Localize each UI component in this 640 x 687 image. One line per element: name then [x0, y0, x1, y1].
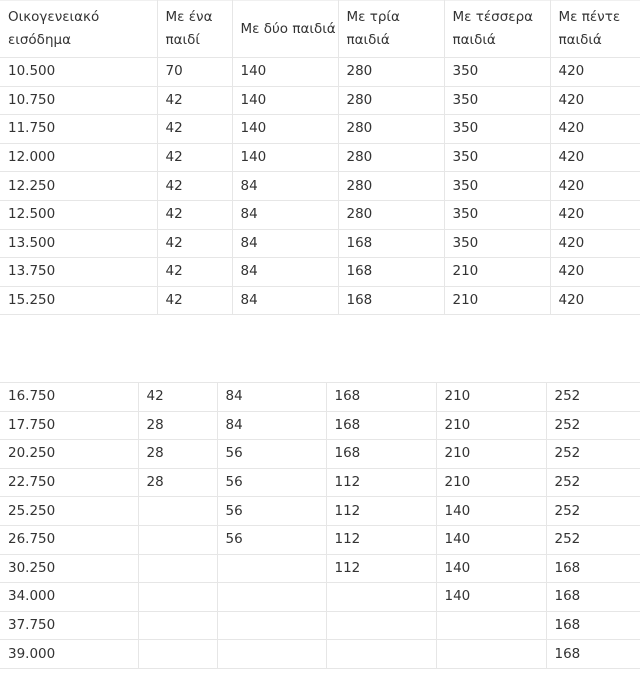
cell-three-children: 168 [338, 286, 444, 315]
cell-one-child: 42 [138, 383, 217, 412]
cell-income: 22.750 [0, 468, 138, 497]
cell-five-children: 252 [546, 440, 640, 469]
table-row [0, 525, 640, 554]
cell-five-children: 420 [550, 229, 640, 258]
cell-four-children: 210 [444, 286, 550, 315]
cell-one-child: 28 [138, 411, 217, 440]
cell-one-child [138, 497, 217, 526]
table-row [0, 411, 640, 440]
cell-two-children [217, 640, 326, 669]
table-row [0, 286, 640, 315]
cell-four-children: 210 [436, 468, 546, 497]
cell-four-children: 210 [444, 258, 550, 287]
cell-four-children: 350 [444, 229, 550, 258]
cell-one-child: 42 [157, 115, 232, 144]
cell-one-child [138, 640, 217, 669]
table-row [0, 554, 640, 583]
cell-income: 10.500 [0, 58, 157, 87]
cell-five-children: 252 [546, 497, 640, 526]
cell-three-children: 280 [338, 200, 444, 229]
cell-three-children: 168 [326, 411, 436, 440]
cell-five-children: 168 [546, 611, 640, 640]
cell-income: 12.000 [0, 143, 157, 172]
cell-three-children: 280 [338, 58, 444, 87]
cell-income: 17.750 [0, 411, 138, 440]
cell-four-children: 350 [444, 172, 550, 201]
table-row [0, 86, 640, 115]
header-three-children: Με τρία παιδιά [338, 1, 444, 58]
cell-two-children: 140 [232, 58, 338, 87]
cell-four-children: 140 [436, 583, 546, 612]
cell-two-children: 56 [217, 497, 326, 526]
cell-four-children: 210 [436, 383, 546, 412]
cell-two-children [217, 583, 326, 612]
cell-one-child: 70 [157, 58, 232, 87]
cell-five-children: 252 [546, 468, 640, 497]
cell-three-children: 168 [326, 383, 436, 412]
cell-income: 10.750 [0, 86, 157, 115]
header-family-income: Οικογενειακό εισόδημα [0, 1, 157, 58]
income-allowance-table-bottom [0, 382, 640, 669]
cell-two-children: 84 [217, 383, 326, 412]
cell-four-children: 350 [444, 58, 550, 87]
cell-five-children: 420 [550, 115, 640, 144]
cell-one-child [138, 583, 217, 612]
table-row [0, 440, 640, 469]
cell-one-child: 42 [157, 143, 232, 172]
cell-income: 12.250 [0, 172, 157, 201]
cell-three-children: 112 [326, 497, 436, 526]
table-row [0, 611, 640, 640]
cell-five-children: 420 [550, 286, 640, 315]
cell-five-children: 168 [546, 583, 640, 612]
table-header-row [0, 1, 640, 58]
table-row [0, 172, 640, 201]
cell-three-children [326, 611, 436, 640]
table-row [0, 200, 640, 229]
cell-two-children: 84 [232, 229, 338, 258]
cell-four-children: 350 [444, 143, 550, 172]
cell-income: 13.500 [0, 229, 157, 258]
cell-income: 15.250 [0, 286, 157, 315]
table-row [0, 143, 640, 172]
cell-two-children: 84 [232, 200, 338, 229]
cell-one-child: 42 [157, 86, 232, 115]
cell-three-children: 280 [338, 86, 444, 115]
cell-income: 26.750 [0, 525, 138, 554]
cell-two-children: 140 [232, 115, 338, 144]
cell-five-children: 420 [550, 258, 640, 287]
cell-two-children [217, 554, 326, 583]
cell-income: 37.750 [0, 611, 138, 640]
cell-four-children: 350 [444, 86, 550, 115]
cell-four-children: 350 [444, 115, 550, 144]
table-row [0, 468, 640, 497]
table-row [0, 229, 640, 258]
cell-five-children: 420 [550, 86, 640, 115]
table-row [0, 583, 640, 612]
cell-five-children: 168 [546, 554, 640, 583]
header-two-children: Με δύο παιδιά [232, 1, 338, 58]
cell-one-child: 42 [157, 258, 232, 287]
cell-income: 25.250 [0, 497, 138, 526]
table-row [0, 640, 640, 669]
cell-two-children [217, 611, 326, 640]
cell-two-children: 84 [232, 258, 338, 287]
cell-three-children: 168 [338, 258, 444, 287]
cell-five-children: 420 [550, 200, 640, 229]
cell-income: 34.000 [0, 583, 138, 612]
cell-one-child: 42 [157, 172, 232, 201]
cell-two-children: 140 [232, 143, 338, 172]
income-allowance-table-top [0, 0, 640, 315]
cell-income: 13.750 [0, 258, 157, 287]
cell-one-child: 42 [157, 229, 232, 258]
cell-two-children: 84 [232, 286, 338, 315]
cell-two-children: 84 [232, 172, 338, 201]
cell-four-children: 140 [436, 554, 546, 583]
cell-three-children: 168 [338, 229, 444, 258]
cell-four-children: 210 [436, 440, 546, 469]
cell-income: 39.000 [0, 640, 138, 669]
header-four-children: Με τέσσερα παιδιά [444, 1, 550, 58]
cell-three-children: 168 [326, 440, 436, 469]
cell-three-children: 280 [338, 115, 444, 144]
cell-five-children: 252 [546, 383, 640, 412]
cell-income: 11.750 [0, 115, 157, 144]
cell-income: 16.750 [0, 383, 138, 412]
table-row [0, 383, 640, 412]
cell-four-children [436, 640, 546, 669]
cell-four-children: 140 [436, 497, 546, 526]
cell-two-children: 56 [217, 440, 326, 469]
table-row [0, 258, 640, 287]
cell-three-children: 280 [338, 143, 444, 172]
cell-two-children: 56 [217, 525, 326, 554]
cell-five-children: 252 [546, 411, 640, 440]
cell-five-children: 252 [546, 525, 640, 554]
cell-three-children: 280 [338, 172, 444, 201]
cell-one-child [138, 525, 217, 554]
cell-three-children [326, 583, 436, 612]
cell-two-children: 84 [217, 411, 326, 440]
cell-five-children: 420 [550, 143, 640, 172]
header-one-child: Με ένα παιδί [157, 1, 232, 58]
cell-three-children [326, 640, 436, 669]
header-five-children: Με πέντε παιδιά [550, 1, 640, 58]
cell-five-children: 168 [546, 640, 640, 669]
cell-one-child [138, 611, 217, 640]
cell-one-child: 28 [138, 468, 217, 497]
cell-four-children: 140 [436, 525, 546, 554]
cell-one-child: 42 [157, 286, 232, 315]
cell-three-children: 112 [326, 468, 436, 497]
cell-income: 30.250 [0, 554, 138, 583]
cell-four-children: 210 [436, 411, 546, 440]
cell-one-child: 42 [157, 200, 232, 229]
cell-four-children [436, 611, 546, 640]
cell-two-children: 140 [232, 86, 338, 115]
table-row [0, 497, 640, 526]
cell-three-children: 112 [326, 554, 436, 583]
cell-one-child [138, 554, 217, 583]
table-row [0, 58, 640, 87]
cell-one-child: 28 [138, 440, 217, 469]
cell-two-children: 56 [217, 468, 326, 497]
cell-four-children: 350 [444, 200, 550, 229]
table-row [0, 115, 640, 144]
cell-three-children: 112 [326, 525, 436, 554]
cell-five-children: 420 [550, 58, 640, 87]
cell-income: 12.500 [0, 200, 157, 229]
cell-income: 20.250 [0, 440, 138, 469]
cell-five-children: 420 [550, 172, 640, 201]
